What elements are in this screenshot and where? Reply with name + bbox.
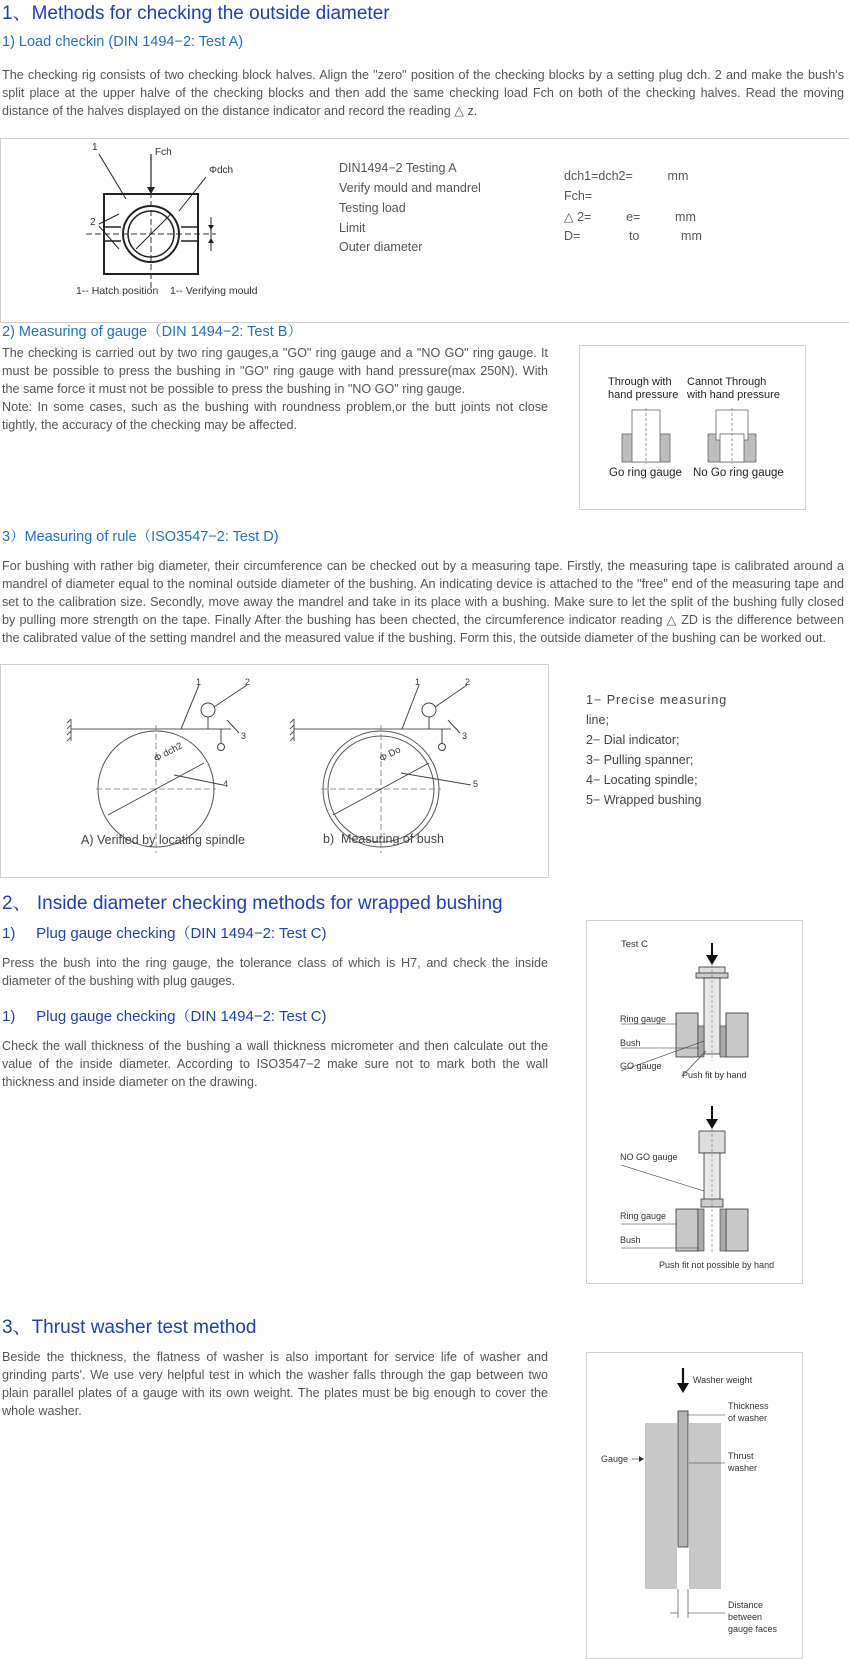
marker-2: 2 [90, 217, 96, 228]
spec-line-1: DIN1494−2 Testing A [339, 161, 457, 175]
legend-1b: line; [586, 713, 609, 727]
test-c-label: Test C [621, 939, 648, 950]
phi-do-label: Φ Do [377, 744, 403, 765]
value-line-4: D= to mm [564, 229, 702, 243]
fig-d-right-n3: 3 [462, 731, 468, 741]
spec-line-5: Outer diameter [339, 240, 423, 254]
subsection-test-d-heading: 3）Measuring of rule（ISO3547−2: Test D) [2, 529, 279, 545]
thickness-label-1: Thickness [728, 1401, 769, 1411]
test-d-paragraph: For bushing with rather big diameter, their circumference can be checked out by a measuring tape. Firstly, the measuring tape is calibrated around a mandrel of diameter equal to the nominal outside diameter of the bushing. An indicating device is attached to the "free" end of the measuring tape and set to the calibration size. Secondly, move away the mandrel and take in its place with a bushing. Make sure to let the split of the bushing fully closed by pulling more strength on the tape. Finally After the bushing has been chected, the circumference indicator reading △ ZD is the difference between the calibrated value of the setting mandrel and the measured value if the bushing. Form this, the outside diameter of the bushing can be worked out. [2, 559, 844, 645]
fch-label: Fch [155, 147, 172, 158]
marker-1: 1 [92, 142, 98, 153]
fig-d-left-n2: 2 [245, 677, 251, 687]
plug-gauge-heading-2: 1) Plug gauge checking（DIN 1494−2: Test C) [2, 1008, 327, 1025]
section-1-title: 1、Methods for checking the outside diameter [2, 3, 390, 24]
value-line-1: dch1=dch2= mm [564, 169, 689, 183]
fig-d-left-n1: 1 [196, 677, 202, 687]
thrust-washer-paragraph: Beside the thickness, the flatness of washer is also important for service life of washer and grinding parts'. We use very helpful test in which the washer falls through the gap between two plain parallel plates of a gauge with its own weight. The plates must be big enough to cover the whole washer. [2, 1350, 548, 1418]
test-a-paragraph: The checking rig consists of two checking block halves. Align the "zero" position of the checking blocks by a setting plug dch. 2 and make the bush's split place at the upper halve of the checking blocks and then add the same checking load Fch on both of the checking halves. Read the moving distance of the halves displayed on the distance indicator and record the reading △ z. [2, 68, 844, 118]
washer-weight-label: Washer weight [693, 1375, 753, 1385]
spec-line-2: Verify mould and mandrel [339, 181, 481, 195]
phi-dch-label: Φdch [209, 165, 234, 176]
cannot-through-label: Cannot Through [687, 376, 767, 388]
legend-5: 5− Wrapped bushing [586, 793, 702, 807]
push-fit-not-possible-label: Push fit not possible by hand [659, 1260, 775, 1270]
ring-gauge-diagram [580, 404, 805, 469]
spec-line-4: Limit [339, 221, 366, 235]
no-go-gauge-label: NO GO gauge [620, 1152, 678, 1162]
plug-gauge-heading-1: 1) Plug gauge checking（DIN 1494−2: Test C) [2, 925, 327, 942]
ring-gauge-label-2: Ring gauge [620, 1211, 667, 1221]
fig-d-right-n5: 5 [473, 779, 479, 789]
section-3-title: 3、Thrust washer test method [2, 1317, 257, 1338]
phi-dch2-label: Φ dch2 [152, 740, 185, 765]
caption-b: b) Measuring of bush [323, 832, 444, 846]
fig-d-right-n2: 2 [465, 677, 471, 687]
test-b-note: Note: In some cases, such as the bushing with roundness problem,or the butt joints not close tightly, the accuracy of the checking may be affected. [2, 400, 548, 432]
gauge-label: Gauge [601, 1454, 629, 1464]
fig-d-left-n4: 4 [223, 779, 229, 789]
plug-gauge-paragraph-2: Check the wall thickness of the bushing a wall thickness micrometer and then calculate out the value of the inside diameter. According to ISO3547−2 make sure not to mark both the wall thickness and inside diameter on the drawing. [2, 1039, 548, 1089]
plug-gauge-diagram [587, 921, 802, 1283]
test-b-paragraph [2, 344, 548, 434]
caption-a: A) Verified by locating spindle [81, 833, 245, 847]
subsection-test-a-heading: 1) Load checkin (DIN 1494−2: Test A) [2, 34, 244, 50]
thrust-washer-label-1: Thrust [728, 1451, 754, 1461]
push-fit-label: Push fit by hand [682, 1070, 747, 1080]
bush-label-1: Bush [620, 1038, 641, 1048]
fig-d-left-n3: 3 [241, 731, 247, 741]
test-a-figure-box [0, 138, 849, 323]
ring-gauge-figure-box [579, 345, 806, 510]
go-ring-gauge-label: Go ring gauge [609, 467, 682, 479]
with-hand-pressure-label: with hand pressure [687, 389, 780, 401]
legend-4: 4− Locating spindle; [586, 773, 698, 787]
fig-d-right-n1: 1 [415, 677, 421, 687]
thrust-washer-diagram [587, 1353, 802, 1658]
legend-1: 1− Precise measuring [586, 693, 728, 707]
legend-3: 3− Pulling spanner; [586, 753, 694, 767]
legend-2: 2− Dial indicator; [586, 733, 680, 747]
subsection-test-b-heading: 2) Measuring of gauge（DIN 1494−2: Test B） [2, 324, 302, 340]
bush-label-2: Bush [620, 1235, 641, 1245]
spec-line-3: Testing load [339, 201, 406, 215]
no-go-ring-gauge-label: No Go ring gauge [693, 467, 784, 479]
thrust-washer-figure-box [586, 1352, 803, 1659]
distance-label-3: gauge faces [728, 1624, 778, 1634]
section-2-title: 2、 Inside diameter checking methods for wrapped bushing [2, 893, 503, 914]
plug-gauge-paragraph-1: Press the bush into the ring gauge, the tolerance class of which is H7, and check the inside diameter of the bushing with plug gauges. [2, 956, 548, 988]
test-b-text: The checking is carried out by two ring gauges,a "GO" ring gauge and a "NO GO" ring gauge. It must be possible to press the bushing in "GO" ring gauge with hand pressure(max 250N). With the same force it must not be possible to press the bushing in "NO GO" ring gauge. [2, 346, 548, 396]
value-line-3: △ 2= e= mm [564, 210, 696, 224]
figure-a-caption: 1-- Hatch position 1-- Verifying mould [76, 285, 258, 297]
distance-label-1: Distance [728, 1600, 764, 1610]
thrust-washer-label-2: washer [728, 1463, 758, 1473]
value-line-2: Fch= [564, 189, 593, 203]
hand-pressure-label: hand pressure [608, 389, 679, 401]
ring-gauge-label-1: Ring gauge [620, 1014, 667, 1024]
through-label: Through with [608, 376, 672, 388]
thickness-label-2: of washer [728, 1413, 768, 1423]
fig-d-legend [586, 690, 727, 810]
distance-label-2: between [728, 1612, 763, 1622]
test-c-figure-box [586, 920, 803, 1284]
measuring-tape-figure-box [0, 664, 549, 878]
go-gauge-label: GO gauge [620, 1061, 662, 1071]
